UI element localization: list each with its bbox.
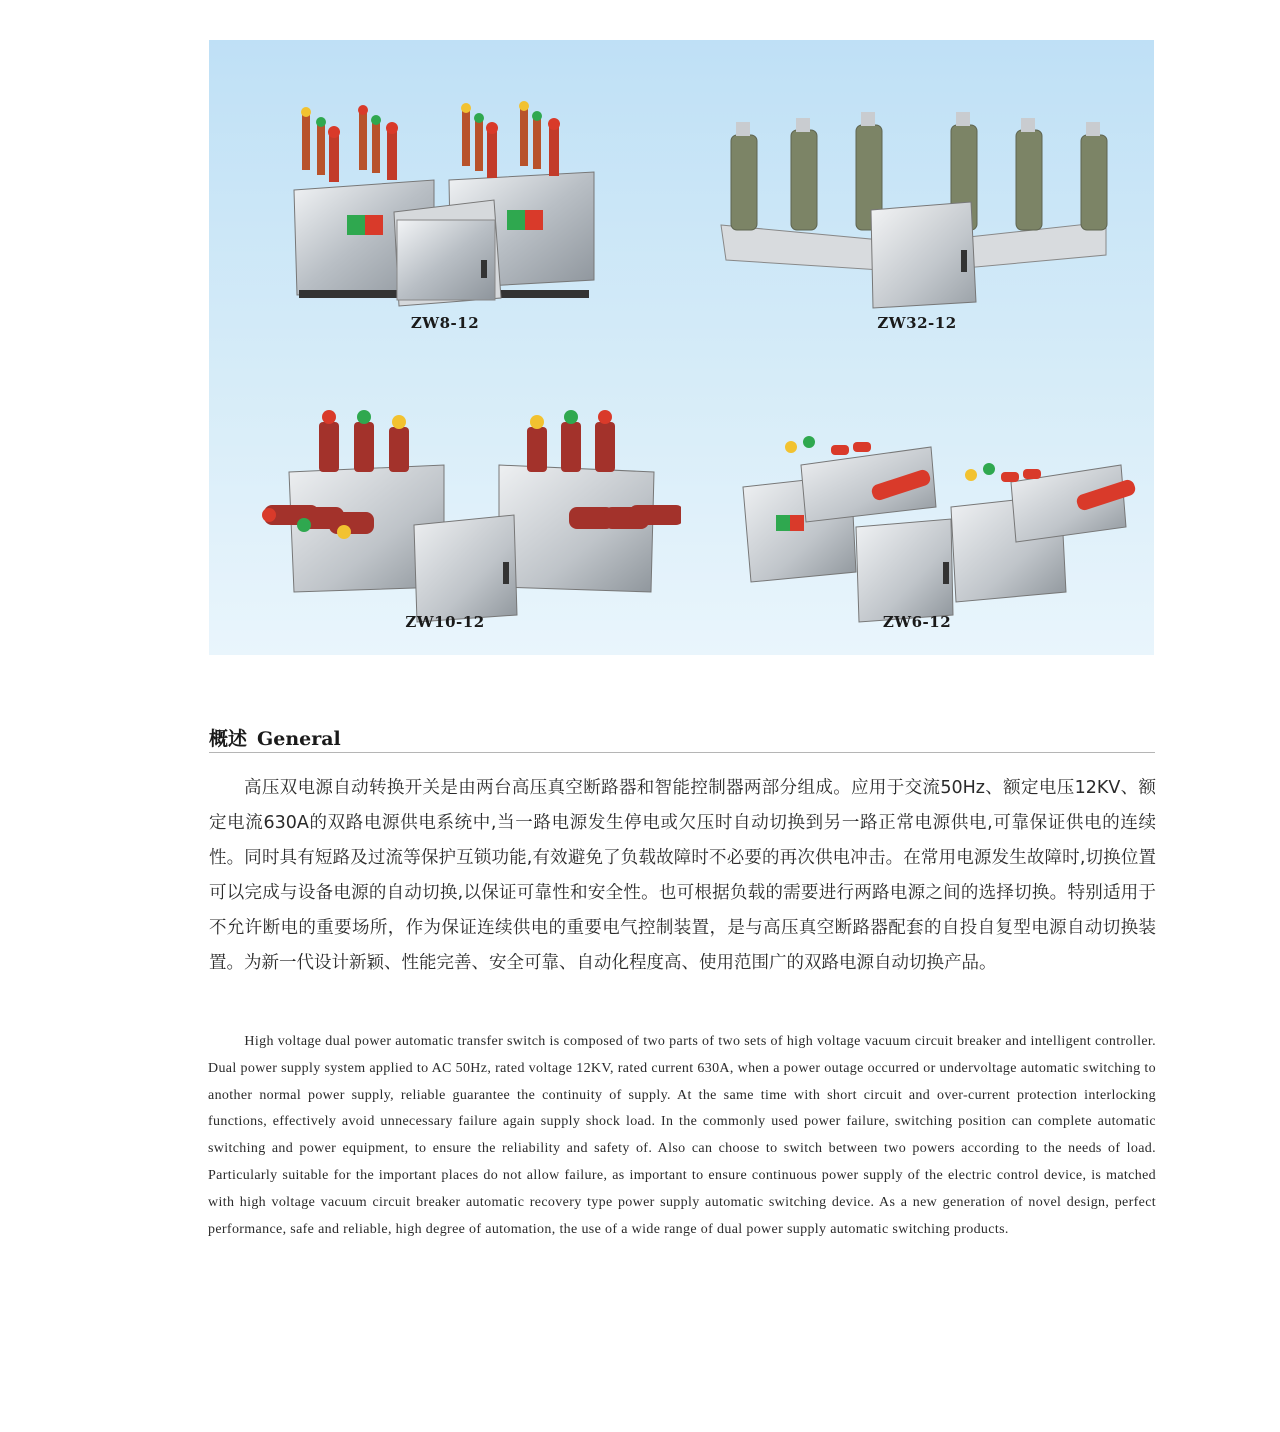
product-model-label: ZW8-12 [410, 314, 480, 332]
product-model-label: ZW10-12 [405, 613, 485, 631]
english-description: High voltage dual power automatic transfer switch is composed of two parts of two sets of high voltage vacuum circuit breaker and intelligent controller. Dual power supply system applied to AC 50Hz, rated voltage 12KV, rated current 630A, when a power outage occurred or undervoltage automatic switching to another normal power supply, reliable guarantee the continuity of supply. At the same time with short circuit and over-current protection interlocking functions, effectively avoid unnecessary failure again supply shock load. In the commonly used power failure, switching position can complete automatic switching and power equipment, to ensure the reliability and safety of. Also can choose to switch between two powers according to the needs of load. Particularly suitable for the important places do not allow failure, as important to ensure continuous power supply of the electric control device, is matched with high voltage vacuum circuit breaker automatic recovery type power supply automatic switching device. As a new generation of novel design, perfect performance, safe and reliable, high degree of automation, the use of a wide range of dual power supply automatic switching products. [208, 1034, 1156, 1237]
product-zw6-12 [681, 347, 1153, 654]
product-photo-panel [209, 40, 1154, 655]
zw6-12-illustration [681, 347, 1153, 654]
zw10-12-illustration [209, 347, 681, 654]
section-title-cn: 概述 [209, 728, 248, 750]
product-zw32-12 [681, 40, 1153, 347]
product-model-label: ZW32-12 [877, 314, 957, 332]
product-zw8-12 [209, 40, 681, 347]
chinese-description: 高压双电源自动转换开关是由两台高压真空断路器和智能控制器两部分组成。应用于交流50Hz、额定电压12KV、额定电流630A的双路电源供电系统中,当一路电源发生停电或欠压时自动切换到另一路正常电源供电,可靠保证供电的连续性。同时具有短路及过流等保护互锁功能,有效避免了负载故障时不必要的再次供电冲击。在常用电源发生故障时,切换位置可以完成与设备电源的自动切换,以保证可靠性和安全性。也可根据负载的需要进行两路电源之间的选择切换。特别适用于不允许断电的重要场所，作为保证连续供电的重要电气控制装置，是与高压真空断路器配套的自投自复型电源自动切换装置。为新一代设计新颖、性能完善、安全可靠、自动化程度高、使用范围广的双路电源自动切换产品。 [209, 778, 1156, 973]
zw8-12-illustration [209, 40, 681, 347]
section-title-en: General [257, 728, 341, 750]
section-heading [209, 724, 1155, 753]
zw32-12-illustration [681, 40, 1153, 347]
product-zw10-12 [209, 347, 681, 654]
product-model-label: ZW6-12 [882, 613, 952, 631]
